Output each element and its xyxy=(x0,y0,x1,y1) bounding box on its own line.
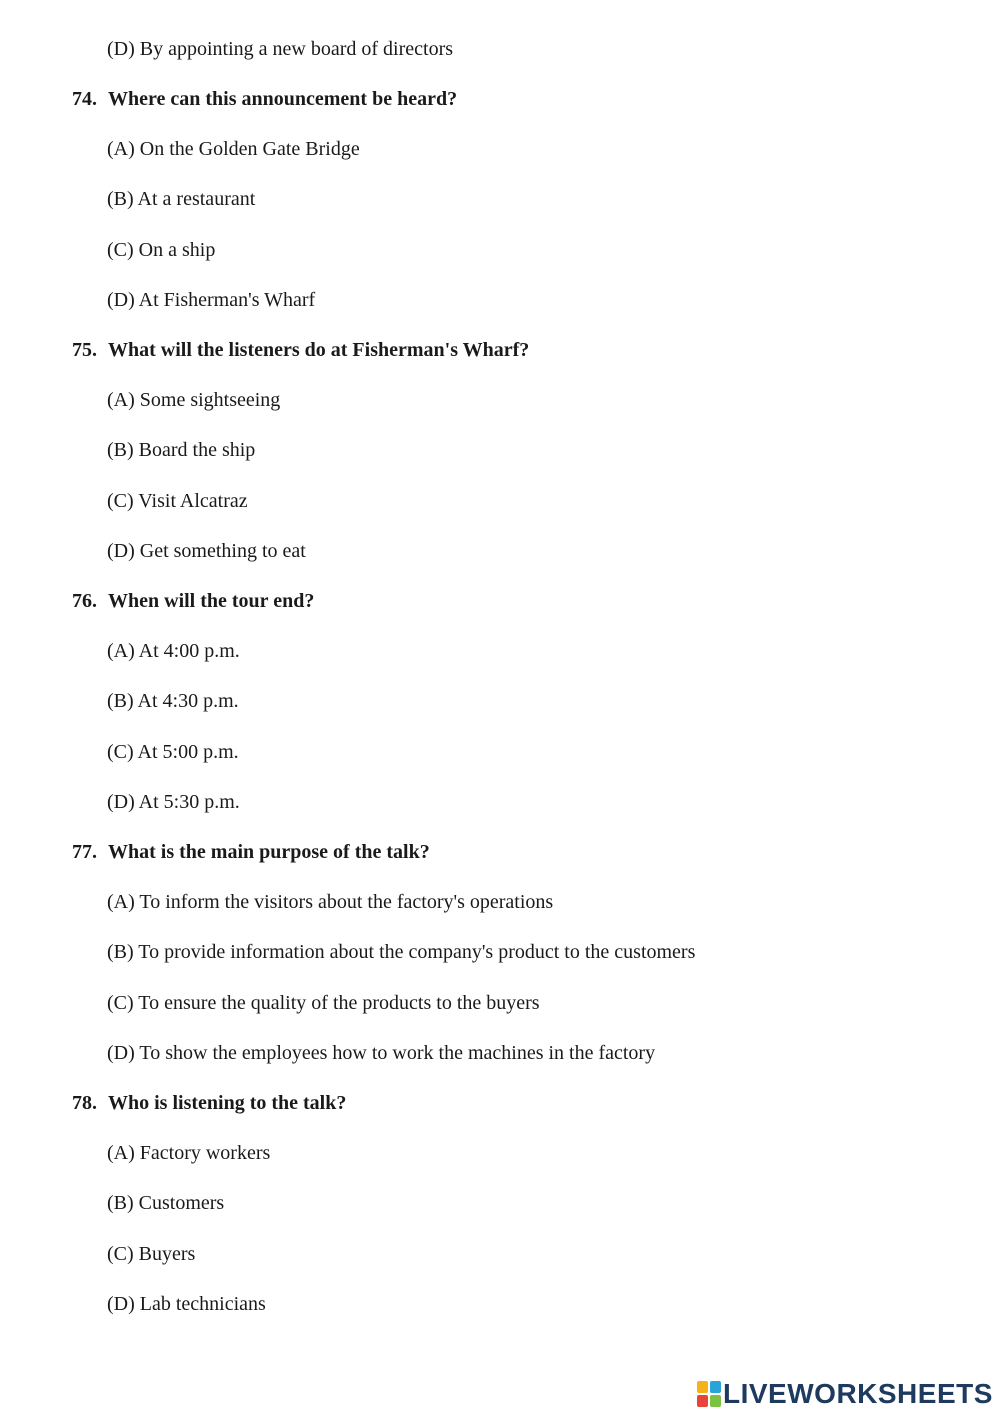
logo-square-blue xyxy=(710,1381,721,1393)
logo-square-red xyxy=(697,1395,708,1407)
q75-option-a: (A) Some sightseeing xyxy=(107,389,281,411)
q76-option-d: (D) At 5:30 p.m. xyxy=(107,791,240,813)
q78-option-d: (D) Lab technicians xyxy=(107,1293,266,1315)
q78-option-b: (B) Customers xyxy=(107,1192,225,1214)
q75-option-b: (B) Board the ship xyxy=(107,439,256,461)
question-74-text: Where can this announcement be heard? xyxy=(108,88,458,110)
q77-option-c: (C) To ensure the quality of the products to the buyers xyxy=(107,992,540,1014)
q77-option-d: (D) To show the employees how to work the machines in the factory xyxy=(107,1042,656,1064)
question-76-text: When will the tour end? xyxy=(108,590,315,612)
q78-option-a: (A) Factory workers xyxy=(107,1142,271,1164)
question-77 xyxy=(72,840,430,864)
q76-option-a: (A) At 4:00 p.m. xyxy=(107,640,240,662)
q75-option-d: (D) Get something to eat xyxy=(107,540,306,562)
question-77-number: 77. xyxy=(72,841,97,863)
question-78 xyxy=(72,1091,346,1115)
q76-option-c: (C) At 5:00 p.m. xyxy=(107,741,239,763)
q74-option-d: (D) At Fisherman's Wharf xyxy=(107,289,316,311)
question-78-number: 78. xyxy=(72,1092,97,1114)
question-74 xyxy=(72,87,457,111)
q73-option-d: (D) By appointing a new board of directors xyxy=(107,38,454,60)
q78-option-c: (C) Buyers xyxy=(107,1243,196,1265)
question-78-text: Who is listening to the talk? xyxy=(108,1092,347,1114)
q77-option-a: (A) To inform the visitors about the factory's operations xyxy=(107,891,554,913)
q74-option-b: (B) At a restaurant xyxy=(107,188,256,210)
logo-square-green xyxy=(710,1395,721,1407)
liveworksheets-logo xyxy=(697,1378,993,1410)
question-76-number: 76. xyxy=(72,590,97,612)
question-75-number: 75. xyxy=(72,339,97,361)
q75-option-c: (C) Visit Alcatraz xyxy=(107,490,248,512)
logo-square-yellow xyxy=(697,1381,708,1393)
liveworksheets-logo-text: LIVEWORKSHEETS xyxy=(723,1378,993,1409)
question-75-text: What will the listeners do at Fisherman's Wharf? xyxy=(108,339,530,361)
question-75 xyxy=(72,338,529,362)
liveworksheets-logo-icon xyxy=(697,1381,721,1407)
q74-option-a: (A) On the Golden Gate Bridge xyxy=(107,138,360,160)
question-74-number: 74. xyxy=(72,88,97,110)
question-77-text: What is the main purpose of the talk? xyxy=(108,841,430,863)
q77-option-b: (B) To provide information about the company's product to the customers xyxy=(107,941,696,963)
question-76 xyxy=(72,589,314,613)
q76-option-b: (B) At 4:30 p.m. xyxy=(107,690,239,712)
q74-option-c: (C) On a ship xyxy=(107,239,216,261)
